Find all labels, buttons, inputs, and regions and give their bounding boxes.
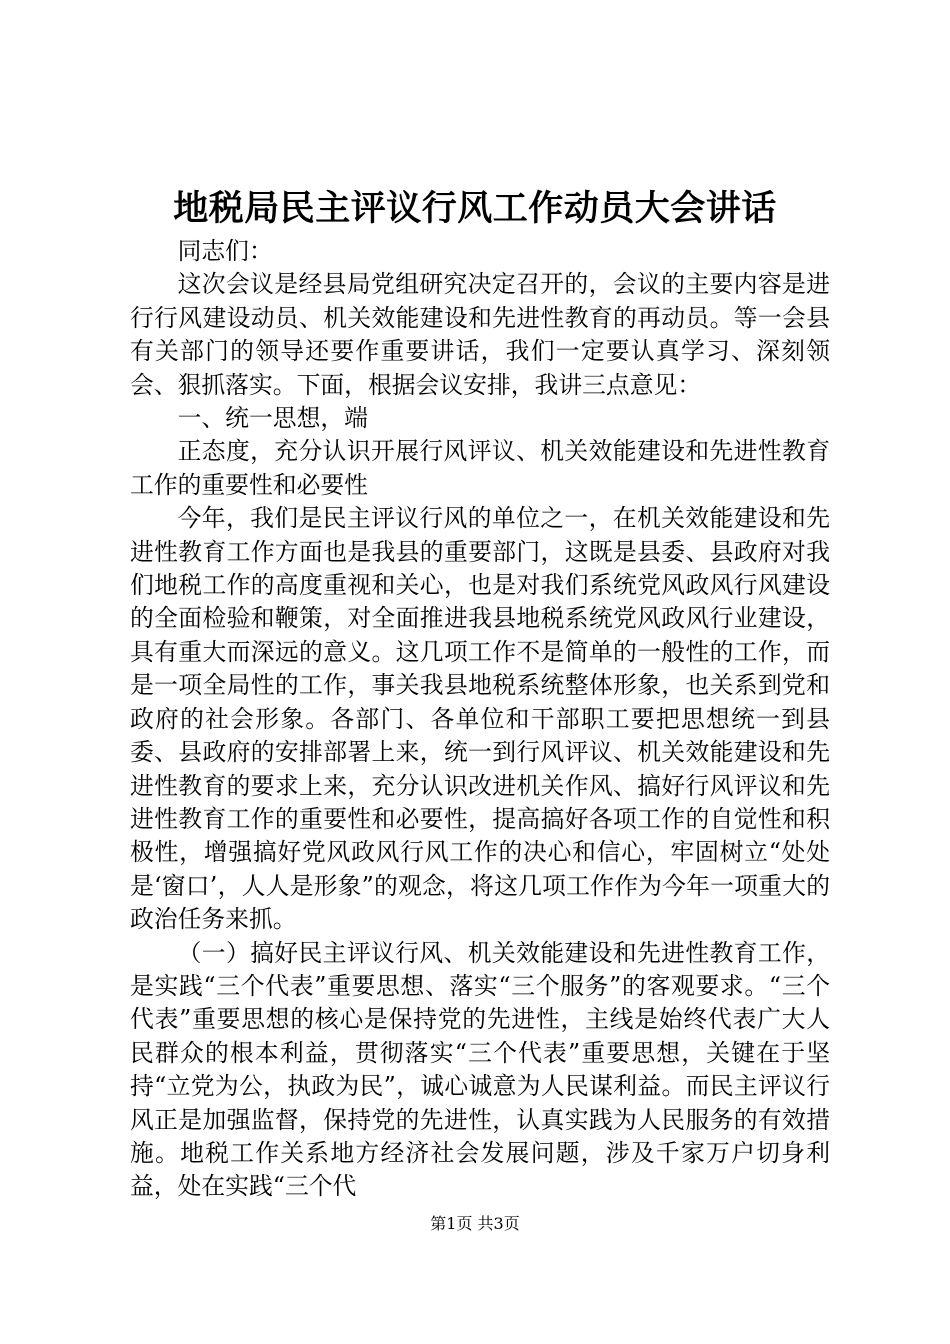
body-paragraph: （一）搞好民主评议行风、机关效能建设和先进性教育工作，是实践“三个代表”重要思想、落实“三个服务”的客观要求。“三个代表”重要思想的核心是保持党的先进性，主线是始终代表广大人民群众的根本利益，贯彻落实“三个代表”重要思想，关键在于坚持“立党为公，执政为民”，诚心诚意为人民谋利益。而民主评议行风正是加强监督，保持党的先进性，认真实践为人民服务的有效措施。地税工作关系地方经济社会发展问题，涉及千家万户切身利益，处在实践“三个代 xyxy=(130,938,830,1201)
section-heading: 一、统一思想，端 xyxy=(177,404,368,433)
body-paragraph: 今年，我们是民主评议行风的单位之一，在机关效能建设和先进性教育工作方面也是我县的重要部门，这既是县委、县政府对我们地税工作的高度重视和关心，也是对我们系统党风政风行风建设的全面检验和鞭策，对全面推进我县地税系统党风政风行业建设，具有重大而深远的意义。这几项工作不是简单的一般性的工作，而是一项全局性的工作，事关我县地税系统整体形象，也关系到党和政府的社会形象。各部门、各单位和干部职工要把思想统一到县委、县政府的安排部署上来，统一到行风评议、机关效能建设和先进性教育的要求上来，充分认识改进机关作风、搞好行风评议和先进性教育工作的重要性和必要性，提高搞好各项工作的自觉性和积极性，增强搞好党风政风行风工作的决心和信心，牢固树立“处处是‘窗口’，人人是形象”的观念，将这几项工作作为今年一项重大的政治任务来抓。 xyxy=(130,504,830,934)
body-paragraph: 正态度，充分认识开展行风评议、机关效能建设和先进性教育工作的重要性和必要性 xyxy=(130,437,830,499)
document-title: 地税局民主评议行风工作动员大会讲话 xyxy=(173,189,777,229)
page-number-footer: 第1页 共3页 xyxy=(430,1214,520,1233)
document-body xyxy=(130,235,830,1204)
salutation: 同志们： xyxy=(177,237,273,265)
body-paragraph: 这次会议是经县局党组研究决定召开的，会议的主要内容是进行行风建设动员、机关效能建设和先进性教育的再动员。等一会县有关部门的领导还要作重要讲话，我们一定要认真学习、深刻领会、狠抓落实。下面，根据会议安排，我讲三点意见： xyxy=(130,270,830,399)
